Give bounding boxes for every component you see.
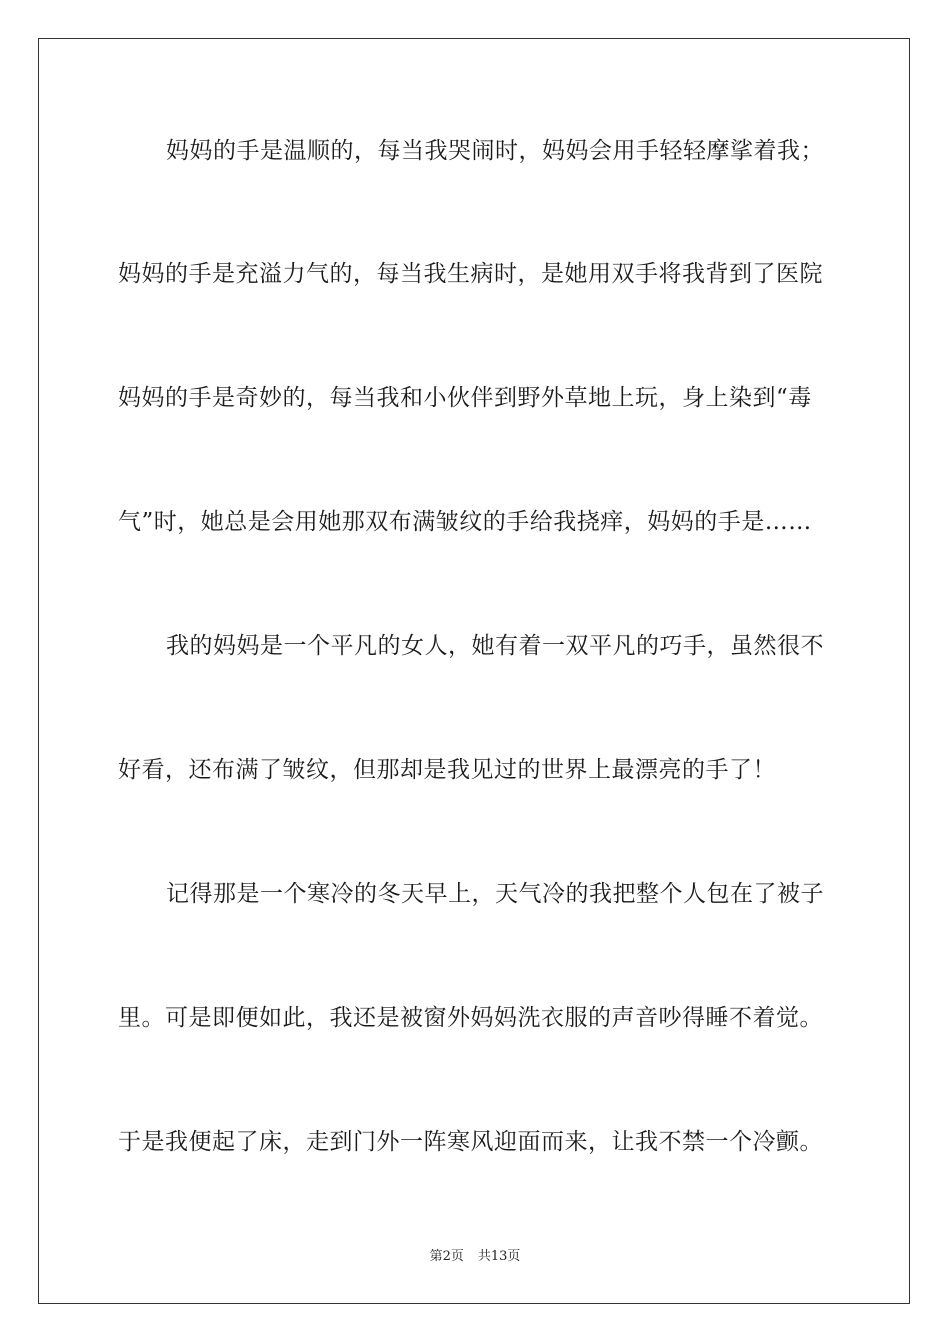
page-total: 共13页 <box>477 1249 521 1264</box>
text-line-8: 里。可是即便如此，我还是被窗外妈妈洗衣服的声音吵得睡不着觉。 <box>118 1005 823 1031</box>
text-line-1: 妈妈的手是温顺的，每当我哭闹时，妈妈会用手轻轻摩挲着我； <box>166 138 824 164</box>
page-footer <box>0 1248 950 1266</box>
text-line-6: 好看，还布满了皱纹，但那却是我见过的世界上最漂亮的手了！ <box>118 757 776 783</box>
text-line-5: 我的妈妈是一个平凡的女人，她有着一双平凡的巧手，虽然很不 <box>166 633 824 659</box>
page-border <box>38 38 910 1304</box>
text-line-2: 妈妈的手是充溢力气的，每当我生病时，是她用双手将我背到了医院 <box>118 261 823 287</box>
page-number: 第2页 <box>429 1249 464 1264</box>
text-line-7: 记得那是一个寒冷的冬天早上，天气冷的我把整个人包在了被子 <box>166 881 824 907</box>
text-line-4: 气”时，她总是会用她那双布满皱纹的手给我挠痒，妈妈的手是…… <box>118 509 812 535</box>
text-line-3: 妈妈的手是奇妙的，每当我和小伙伴到野外草地上玩，身上染到“毒 <box>118 385 812 411</box>
text-line-9: 于是我便起了床，走到门外一阵寒风迎面而来，让我不禁一个冷颤。 <box>118 1129 823 1155</box>
